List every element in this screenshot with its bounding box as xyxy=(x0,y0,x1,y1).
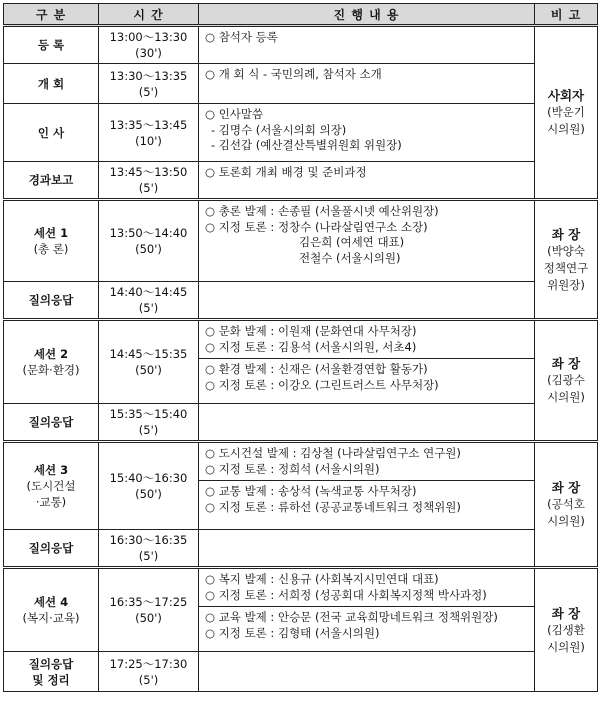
category-cell: 질의응답 xyxy=(4,404,99,442)
program-schedule-table xyxy=(3,3,598,692)
note-line: 시의원) xyxy=(547,639,585,654)
duration: (50') xyxy=(135,611,162,625)
content-line: ○ 지정 토론 : 류하선 (공공교통네트워크 정책위원) xyxy=(205,499,461,514)
content-line: 전철수 (서울시의원) xyxy=(299,250,401,265)
note-line: (박양숙 xyxy=(547,243,585,258)
table-row xyxy=(4,282,598,320)
note-cell xyxy=(535,568,598,692)
header-time: 시 간 xyxy=(99,4,199,26)
content-line: - 김선갑 (예산결산특별위원회 위원장) xyxy=(211,138,402,152)
time-range: 13:50～14:40 xyxy=(109,226,188,240)
category-cell: 질의응답 xyxy=(4,530,99,568)
note-cell xyxy=(535,200,598,320)
session-subtitle: (문화·환경) xyxy=(22,363,80,377)
note-line: (김생환 xyxy=(547,622,585,637)
time-range: 13:35～13:45 xyxy=(109,117,188,132)
content-line: ○ 토론회 개최 배경 및 준비과정 xyxy=(205,165,367,179)
content-cell xyxy=(199,530,535,568)
time-cell xyxy=(99,442,199,530)
content-line: ○ 교통 발제 : 송상석 (녹색교통 사무처장) xyxy=(205,484,417,498)
category-cell xyxy=(4,200,99,282)
content-line: ○ 문화 발제 : 이원재 (문화연대 사무처장) xyxy=(205,324,417,338)
table-row xyxy=(4,320,598,404)
content-line: ○ 복지 발제 : 신용규 (사회복지시민연대 대표) xyxy=(205,572,439,586)
content-line: ○ 개 회 식 - 국민의례, 참석자 소개 xyxy=(205,67,382,81)
note-title: 사회자 xyxy=(547,88,585,103)
header-content: 진 행 내 용 xyxy=(199,4,535,26)
time-cell xyxy=(99,404,199,442)
content-cell xyxy=(199,26,535,64)
category-cell: 인 사 xyxy=(4,104,99,162)
header-row xyxy=(4,4,598,26)
time-cell xyxy=(99,320,199,404)
category-cell xyxy=(4,442,99,530)
category-cell: 질의응답 xyxy=(4,282,99,320)
time-cell xyxy=(99,530,199,568)
time-range: 15:35～15:40 xyxy=(109,407,188,421)
time-cell xyxy=(99,282,199,320)
content-line: ○ 지정 토론 : 서희정 (성공회대 사회복지정책 박사과정) xyxy=(205,587,487,602)
time-range: 14:40～14:45 xyxy=(109,285,188,299)
category-cell: 등 록 xyxy=(4,26,99,64)
table-row xyxy=(4,64,598,104)
content-line: ○ 인사말씀 xyxy=(205,107,264,121)
category-cell xyxy=(4,568,99,652)
note-line: (김광수 xyxy=(547,373,585,387)
content-line: 김은희 (여세연 대표) xyxy=(299,235,405,249)
content-cell xyxy=(199,200,535,282)
table-row xyxy=(4,530,598,568)
content-cell xyxy=(199,282,535,320)
time-range: 13:30～13:35 xyxy=(109,68,188,83)
note-line: 시의원) xyxy=(547,390,585,404)
category-cell: 개 회 xyxy=(4,64,99,104)
note-line: 시의원) xyxy=(547,122,585,136)
table-row xyxy=(4,442,598,530)
duration: (50') xyxy=(135,242,162,256)
time-range: 13:45～13:50 xyxy=(109,165,188,179)
table-row xyxy=(4,404,598,442)
session-title: 세션 2 xyxy=(33,347,69,361)
duration: (5') xyxy=(138,84,159,99)
note-line: (박운기 xyxy=(547,105,585,119)
content-line: ○ 지정 토론 : 이강오 (그린트러스트 사무처장) xyxy=(205,377,439,392)
table-row xyxy=(4,652,598,692)
note-cell xyxy=(535,320,598,442)
table-row xyxy=(4,26,598,64)
session-title: 세션 4 xyxy=(33,595,69,609)
content-subsection xyxy=(199,606,534,641)
content-subsection xyxy=(199,358,534,393)
content-line: ○ 지정 토론 : 김용석 (서울시의원, 서초4) xyxy=(205,339,417,354)
duration: (30') xyxy=(135,46,162,60)
header-note: 비 고 xyxy=(535,4,598,26)
category-cell xyxy=(4,320,99,404)
time-range: 15:40～16:30 xyxy=(109,471,188,485)
duration: (5') xyxy=(138,549,159,563)
note-title: 좌 장 xyxy=(551,356,581,371)
category-cell: 경과보고 xyxy=(4,162,99,200)
session-title: 세션 3 xyxy=(33,463,69,477)
content-line: ○ 도시건설 발제 : 김상철 (나라살림연구소 연구원) xyxy=(205,446,461,460)
content-cell xyxy=(199,320,535,404)
time-cell xyxy=(99,162,199,200)
content-line: ○ 총론 발제 : 손종필 (서울풀시넷 예산위원장) xyxy=(205,204,439,218)
content-line: ○ 지정 토론 : 김형태 (서울시의원) xyxy=(205,625,380,640)
content-cell xyxy=(199,652,535,692)
content-cell xyxy=(199,64,535,104)
header-category: 구 분 xyxy=(4,4,99,26)
note-line: 위원장) xyxy=(547,277,585,292)
duration: (5') xyxy=(138,423,159,437)
content-cell xyxy=(199,404,535,442)
table-row xyxy=(4,200,598,282)
duration: (10') xyxy=(135,133,162,148)
content-line: ○ 참석자 등록 xyxy=(205,30,278,44)
table-row xyxy=(4,104,598,162)
category-line: 질의응답 xyxy=(28,656,74,671)
duration: (50') xyxy=(135,487,162,501)
content-cell xyxy=(199,162,535,200)
content-line: ○ 환경 발제 : 신재은 (서울환경연합 활동가) xyxy=(205,362,428,376)
time-range: 14:45～15:35 xyxy=(109,347,188,361)
session-subtitle: (총 론) xyxy=(33,242,69,256)
note-line: 정책연구 xyxy=(543,260,589,275)
note-cell xyxy=(535,442,598,568)
time-range: 16:30～16:35 xyxy=(109,533,188,547)
content-line: - 김명수 (서울시의회 의장) xyxy=(211,122,347,137)
content-line: ○ 지정 토론 : 정희석 (서울시의원) xyxy=(205,461,380,476)
time-cell xyxy=(99,26,199,64)
content-cell xyxy=(199,568,535,652)
session-subtitle: ·교통) xyxy=(35,495,67,509)
table-row xyxy=(4,162,598,200)
content-line: ○ 교육 발제 : 안승문 (전국 교육희망네트워크 정책위원장) xyxy=(205,610,498,624)
time-range: 13:00～13:30 xyxy=(109,30,188,44)
time-cell xyxy=(99,104,199,162)
duration: (5') xyxy=(138,672,159,687)
duration: (5') xyxy=(138,181,159,195)
content-line: ○ 지정 토론 : 정창수 (나라살림연구소 소장) xyxy=(205,219,428,234)
table-row xyxy=(4,568,598,652)
session-subtitle: (복지·교육) xyxy=(22,611,80,625)
note-cell xyxy=(535,26,598,200)
session-title: 세션 1 xyxy=(33,226,69,240)
note-title: 좌 장 xyxy=(551,226,581,242)
category-cell xyxy=(4,652,99,692)
time-cell xyxy=(99,64,199,104)
content-cell xyxy=(199,104,535,162)
time-cell xyxy=(99,652,199,692)
note-line: 시의원) xyxy=(547,514,585,528)
category-line: 및 정리 xyxy=(32,672,70,687)
note-title: 좌 장 xyxy=(551,480,581,495)
content-cell xyxy=(199,442,535,530)
time-range: 16:35～17:25 xyxy=(109,595,188,609)
note-line: (공석호 xyxy=(547,497,585,511)
session-subtitle: (도시건설 xyxy=(26,479,76,493)
time-range: 17:25～17:30 xyxy=(109,656,188,671)
time-cell xyxy=(99,200,199,282)
note-title: 좌 장 xyxy=(551,605,581,621)
duration: (50') xyxy=(135,363,162,377)
content-subsection xyxy=(199,480,534,515)
duration: (5') xyxy=(138,301,159,315)
time-cell xyxy=(99,568,199,652)
